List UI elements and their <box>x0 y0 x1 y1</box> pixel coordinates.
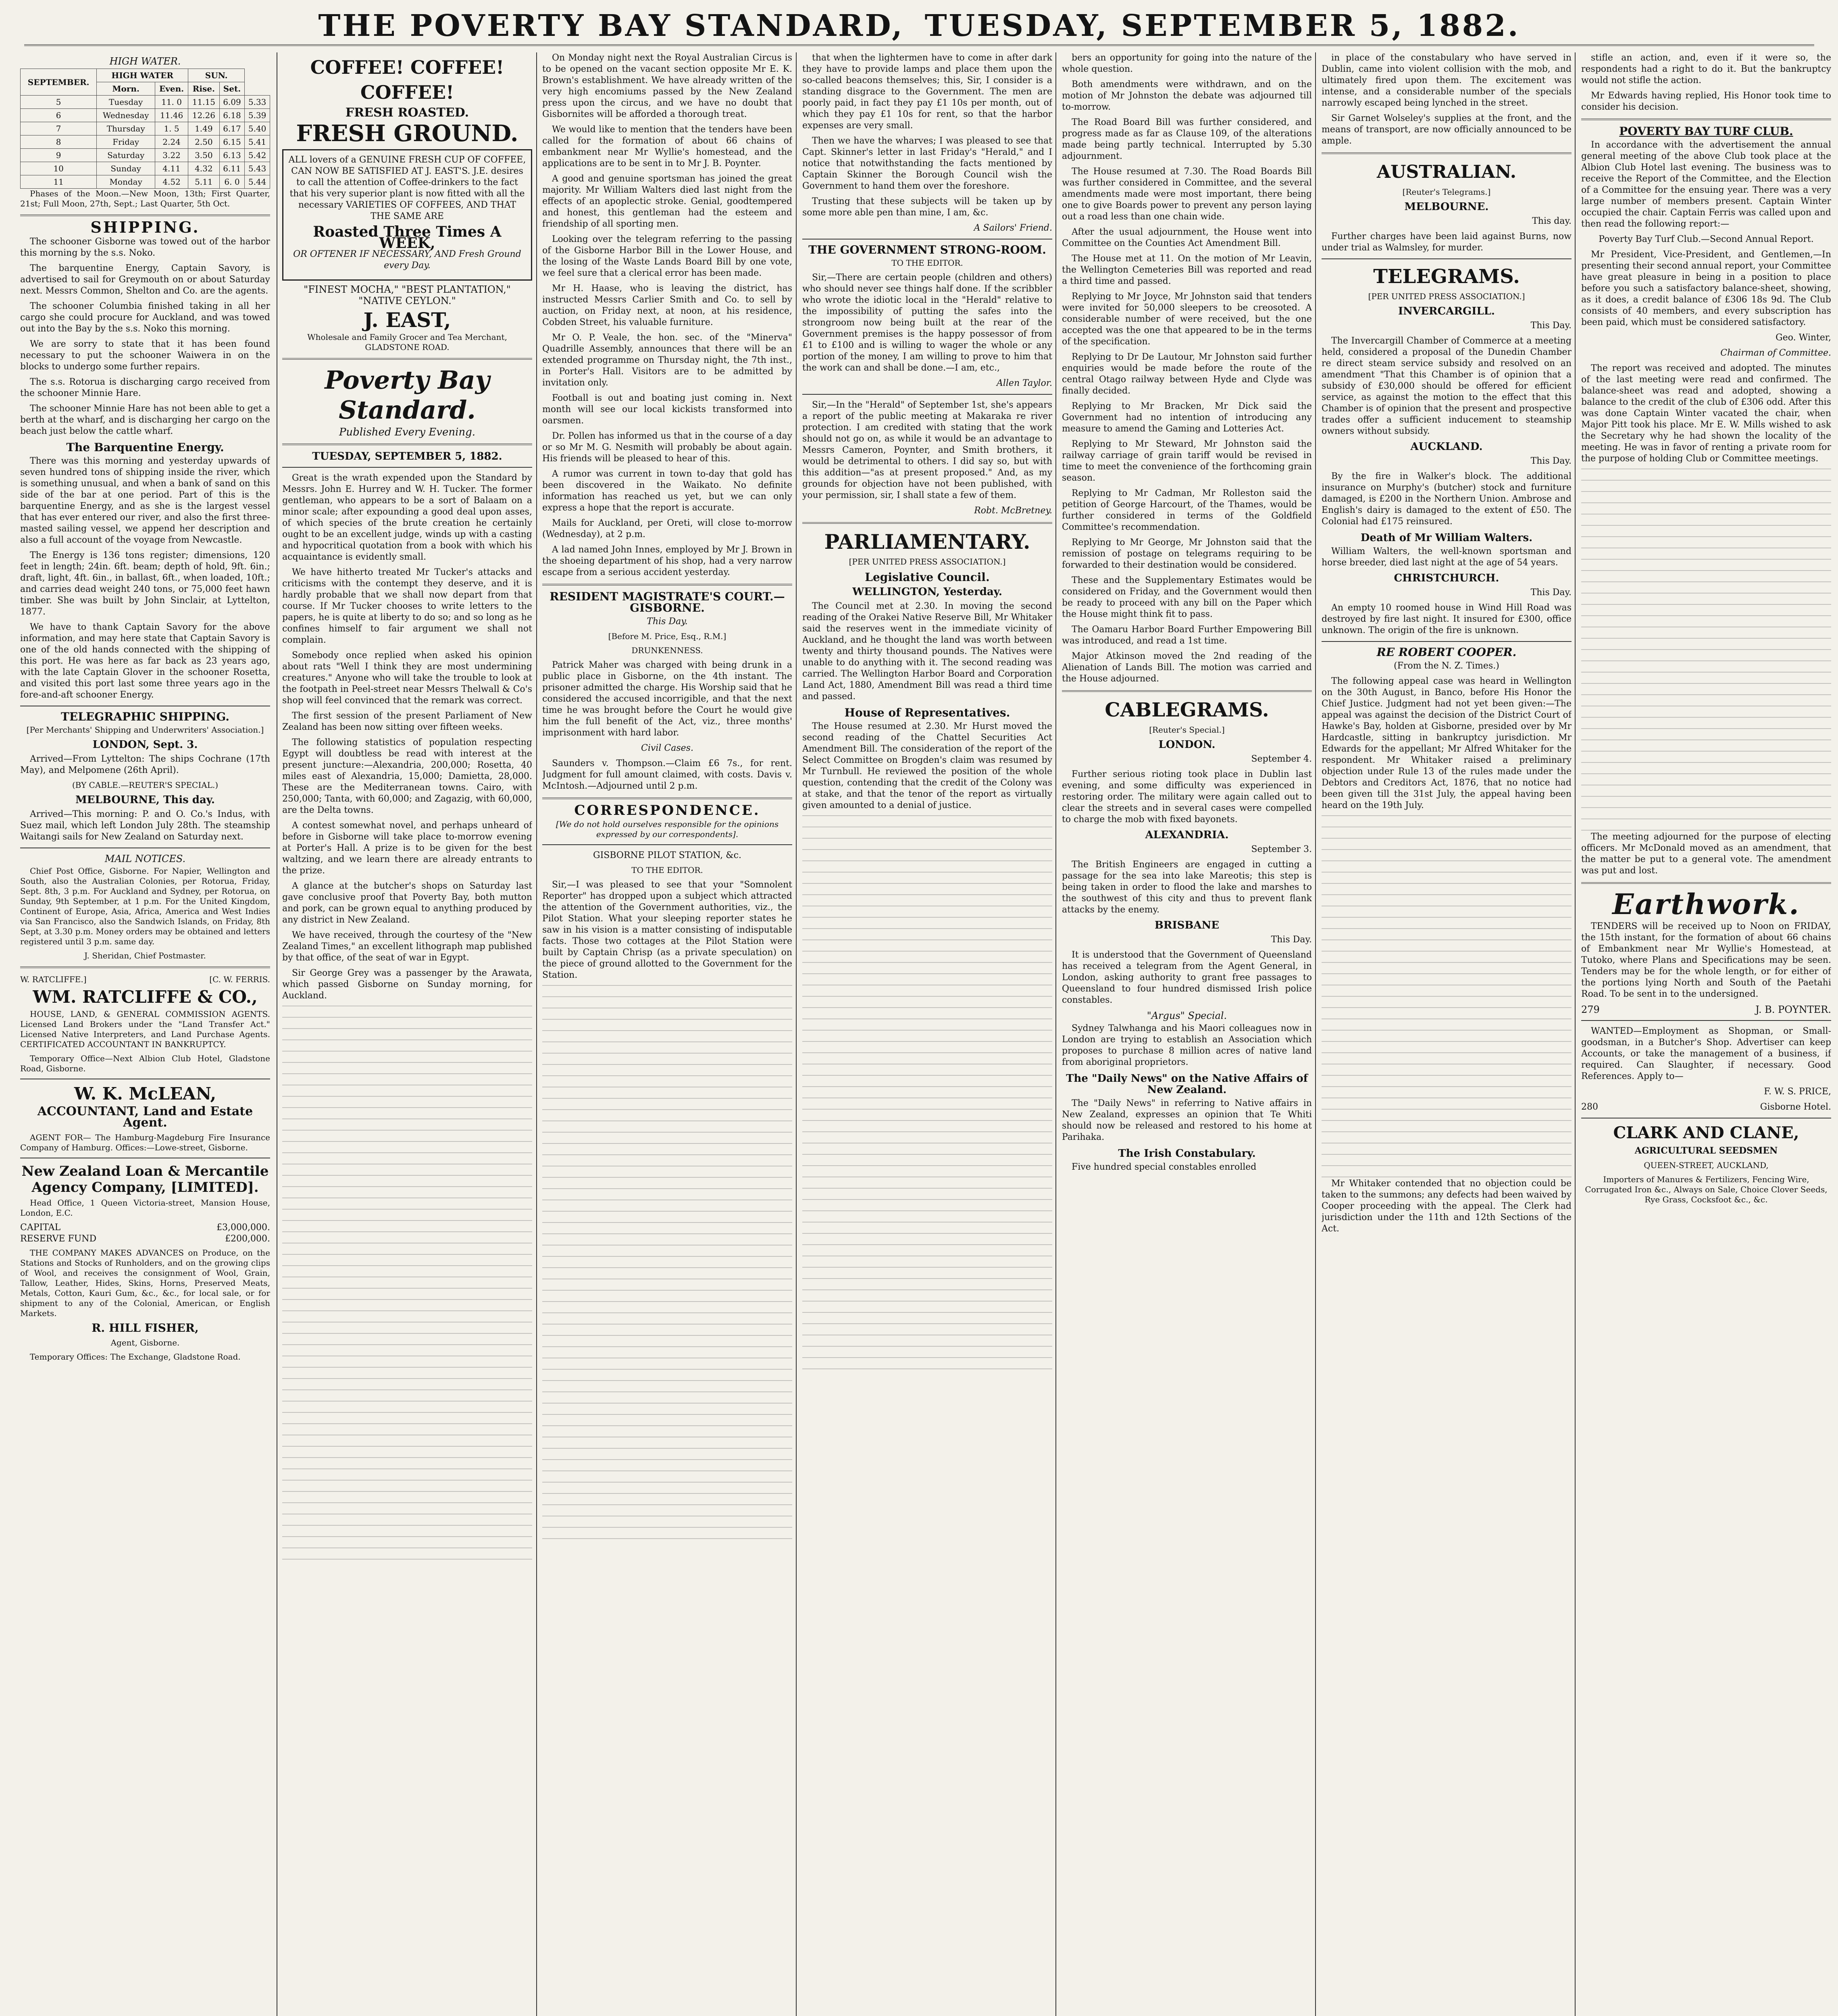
divider <box>20 966 270 968</box>
telegraphic-title: TELEGRAPHIC SHIPPING. <box>61 710 229 723</box>
irish-title: The Irish Constabulary. <box>1118 1148 1256 1160</box>
tide-cell: 2.24 <box>155 135 188 149</box>
daily-news-text: The "Daily News" in referring to Native affairs in New Zealand, expresses an opinion that Te Whiti should now be released and restored to his home at Parihaka. <box>1062 1098 1312 1142</box>
date: This Day. <box>1530 587 1572 598</box>
tide-row <box>21 149 270 162</box>
mclean-sub: ACCOUNTANT, Land and Estate Agent. <box>37 1104 253 1130</box>
column-rule <box>1315 52 1316 2016</box>
paragraph: We have hitherto treated Mr Tucker's attacks and criticisms with the contempt they deserve, and it is hardly probable that we shall now depart from that course. If Mr Tucker chooses to write letters to the papers, he is quite at liberty to do so; and so long as he confines himself to fair argument we shall not complain. <box>282 567 532 645</box>
australian-sub: [Reuter's Telegrams.] <box>1402 187 1491 197</box>
ratcliffe-office: Temporary Office—Next Albion Club Hotel, Gladstone Road, Gisborne. <box>20 1054 270 1073</box>
divider <box>1581 882 1831 884</box>
nzloan-text: THE COMPANY MAKES ADVANCES on Produce, on the Stations and Stocks of Runholders, and on the growing clips of Wool, and receives the consignment of Wool, Grain, Tallow, Leather, Hides, Skins, Horns, Preserved Meats, Metals, Cotton, Kauri Gum, &c., &c., for local sale, or for shipment to any of the Colonial, American, or English Markets. <box>20 1248 270 1318</box>
wanted-place: Gisborne Hotel. <box>1760 1102 1831 1112</box>
strongroom-title: THE GOVERNMENT STRONG-ROOM. <box>808 243 1046 256</box>
column-rule <box>796 52 797 2016</box>
divider <box>802 394 1052 395</box>
tide-header: Rise. <box>188 82 220 96</box>
paragraph: The Energy is 136 tons register; dimensions, 120 feet in length; 24in. 6ft. beam; depth of hold, 9ft. 6in.; draft, light, 4ft. 6in., in ballast, 6ft., when loaded, 10ft.; and carries dead weight 240 tons, or 75,000 feet hawn timber. She was built by John Sinclair, at Lyttelton, 1877. <box>20 550 270 617</box>
divider <box>1581 119 1831 120</box>
house-text: The House resumed at 2.30. Mr Hurst moved the second reading of the Chattel Securities Act Amendment Bill. The consideration of the report of the Select Committee on Brogden's claim was resumed by Mr Turnbull. He reviewed the position of the whole question, contending that the credit of the Colony was at stake, and that the tenor of the report as virtually given amounted to a denial of justice. <box>802 721 1052 810</box>
tide-table <box>20 69 270 189</box>
issue-date: TUESDAY, SEPTEMBER 5, 1882. <box>924 8 1520 43</box>
paragraph: Replying to Dr De Lautour, Mr Johnston said further enquiries would be made before the route of the central Otago railway between Hyde and Clyde was finally decided. <box>1062 352 1312 396</box>
tide-cell: 5.39 <box>245 109 270 122</box>
melbourne-text: Further charges have been laid against Burns, now under trial as Walmsley, for murder. <box>1322 231 1572 253</box>
walters-title: Death of Mr William Walters. <box>1360 532 1533 544</box>
reserve-value: £200,000. <box>225 1234 270 1244</box>
fisher-role: Agent, Gisborne. <box>110 1338 180 1347</box>
cablegrams-title: CABLEGRAMS. <box>1105 699 1269 721</box>
column-1 <box>20 52 270 2016</box>
dateline: LONDON, Sept. 3. <box>92 739 198 751</box>
tide-cell: 5.44 <box>245 175 270 189</box>
wanted-footer <box>1581 1102 1831 1113</box>
mail-title: MAIL NOTICES. <box>104 853 186 864</box>
paper-name: THE POVERTY BAY STANDARD, <box>318 8 904 43</box>
cooper-title: RE ROBERT COOPER. <box>1376 646 1517 659</box>
tide-group-header: SUN. <box>188 69 245 82</box>
paragraph: A good and genuine sportsman has joined the great majority. Mr William Walters died last night from the effects of an apoplectic stroke. Genial, goodtempered and honest, this gentleman had the esteem and friendship of all sporting men. <box>542 174 792 229</box>
coffee-brands: "FINEST MOCHA," "BEST PLANTATION," "NATIVE CEYLON." <box>304 284 511 306</box>
tide-cell: 5.33 <box>245 96 270 109</box>
clark-address: QUEEN-STREET, AUCKLAND, <box>1644 1160 1769 1170</box>
cooper-source: (From the N. Z. Times.) <box>1394 661 1499 671</box>
paragraph: The s.s. Rotorua is discharging cargo received from the schooner Minnie Hare. <box>20 377 270 398</box>
column-5 <box>1062 52 1312 2016</box>
paragraph: Replying to Mr Cadman, Mr Rolleston said the petition of George Harcourt, of the Thames, would be further considered in terms of the Goldfield Committee's recommendation. <box>1062 488 1312 532</box>
signature: Robt. McBretney. <box>974 506 1052 516</box>
strongroom-to: TO THE EDITOR. <box>891 258 963 268</box>
divider <box>802 239 1052 240</box>
earthwork-title: Earthwork. <box>1612 887 1800 921</box>
column-4 <box>802 52 1052 2016</box>
date: This Day. <box>1530 321 1572 331</box>
tide-group-header: HIGH WATER <box>97 69 188 82</box>
paragraph: We have to thank Captain Savory for the above information, and may here state that Captain Savory is one of the old hands connected with the shipping of this port. He was here as far back as 23 years ago, with the late Captain Glover in the schooner Rosetta, and visited this port last some three years ago in the fore-and-aft schooner Energy. <box>20 622 270 700</box>
paragraph: There was this morning and yesterday upwards of seven hundred tons of shipping inside the river, which is something unusual, and when a bank of sand on this side of the bar at one period. Part of this is the barquentine Energy, and as she is the largest vessel that has ever entered our river, and also the first three-masted sailing vessel, we append her description and also a full account of the voyage from Newcastle. <box>20 456 270 545</box>
date: This day. <box>1532 216 1572 226</box>
report-head: Poverty Bay Turf Club.—Second Annual Report. <box>1599 234 1814 244</box>
paper-title: Poverty Bay Standard. <box>325 365 490 425</box>
capital-row <box>20 1222 270 1233</box>
paragraph: The barquentine Energy, Captain Savory, is advertised to sail for Greymouth on or about Saturday next. Messrs Common, Shelton and Co. are the agents. <box>20 263 270 296</box>
reserve-row <box>20 1233 270 1245</box>
turf-club-text: In accordance with the advertisement the annual general meeting of the above Club took place at the Albion Club Hotel last evening. The business was to receive the Report of the Committee, and the Election of a Committee for the ensuing year. There was a very large number of members present. Captain Winter occupied the chair. Captain Ferris was called upon and then read the following report:— <box>1581 140 1831 229</box>
court-text: Patrick Maher was charged with being drunk in a public place in Gisborne, on the 4th instant. The prisoner admitted the charge. His Worship said that he considered the accused incorrigible, and that the next time he was brought before the Court he would give him the full benefit of the Act, viz., three months' imprisonment with hard labor. <box>542 660 792 738</box>
correspondence-note: [We do not hold ourselves responsible for the opinions expressed by our correspondents]. <box>556 819 779 839</box>
fresh-ground: FRESH GROUND. <box>296 120 518 147</box>
tide-cell: 11.46 <box>155 109 188 122</box>
coffee-heading: COFFEE! COFFEE! COFFEE! <box>310 56 504 103</box>
local-news <box>542 52 792 578</box>
divider <box>1581 1020 1831 1021</box>
signature: Allen Taylor. <box>996 378 1052 388</box>
paragraph: Replying to Mr Joyce, Mr Johnston said that tenders were invited for 50,000 sleepers to be creosoted. A considerable number of were received, but the one accepted was the one that appeared to be in the terms of the specification. <box>1062 292 1312 347</box>
london-text: Further serious rioting took place in Dublin last evening, and some difficulty was experienced in restoring order. The military were again called out to clear the streets and in several cases were compelled to charge the mob with fixed bayonets. <box>1062 769 1312 825</box>
tide-row <box>21 96 270 109</box>
clark-text: Importers of Manures & Fertilizers, Fencing Wire, Corrugated Iron &c., Always on Sale, Choice Clover Seeds, Rye Grass, Cocksfoot &c., &c. <box>1585 1175 1828 1204</box>
shipping-news <box>20 236 270 437</box>
tide-cell: Saturday <box>97 149 155 162</box>
paragraph: that when the lightermen have to come in after dark they have to provide lamps and place them upon the so-called beacons themselves; this, Sir, I consider is a standing disgrace to the Government. The men are poorly paid, in fact they pay £1 10s per month, out of which they pay £1 10s for rent, so that the harbor expenses are very small. <box>802 53 1052 131</box>
paragraph: Somebody once replied when asked his opinion about rats "Well I think they are most undermining creatures." Anyone who will take the trouble to look at the footpath in Peel-street near Messrs Thelwall & Co's shop will feel convinced that the remark was correct. <box>282 650 532 706</box>
mail-text: Chief Post Office, Gisborne. For Napier, Wellington and South, also the Australian Colonies, per Rotorua, Friday, Sept. 8th, 3 p.m. For Auckland and Sydney, per Rotorua, on Sunday, 9th September, at 1 p.m. For the United Kingdom, Continent of Europe, Asia, Africa, America and West Indies via San Francisco, also the Sandwich Islands, on Friday, 8th Sept, at 3.30 p.m. Money orders may be obtained and letters registered until 3 p.m. same day. <box>20 866 270 946</box>
tide-cell: Sunday <box>97 162 155 175</box>
postmaster: J. Sheridan, Chief Postmaster. <box>84 951 206 960</box>
divider <box>542 798 792 799</box>
paragraph: The House met at 11. On the motion of Mr Leavin, the Wellington Cemeteries Bill was reported and read a third time and passed. <box>1062 254 1312 286</box>
report-signer-role: Chairman of Committee. <box>1720 348 1831 358</box>
nzloan-office: Head Office, 1 Queen Victoria-street, Mansion House, London, E.C. <box>20 1198 270 1218</box>
paragraph: We would like to mention that the tenders have been called for the formation of about 66 chains of embankment near Mr Wyllie's homestead, and the applications are to be sent in to Mr J. B. Poynter. <box>542 125 792 169</box>
editorial-date: TUESDAY, SEPTEMBER 5, 1882. <box>312 450 502 462</box>
dateline: WELLINGTON, Yesterday. <box>852 586 1002 598</box>
tide-cell: 6.13 <box>219 149 245 162</box>
tide-cell: 4.32 <box>188 162 220 175</box>
dateline: INVERCARGILL. <box>1398 305 1495 317</box>
column-continuation <box>1322 815 1572 1178</box>
mclean-title: W. K. McLEAN, <box>74 1084 216 1104</box>
turf-club-title: POVERTY BAY TURF CLUB. <box>1619 125 1793 138</box>
divider <box>802 522 1052 524</box>
column-continuation <box>282 1006 532 1570</box>
tide-cell: Monday <box>97 175 155 189</box>
column-rule <box>536 52 537 2016</box>
column-continuation <box>802 815 1052 1380</box>
auckland-text: By the fire in Walker's block. The additional insurance on Murphy's (butcher) stock and furniture damaged, is £200 in the Northern Union. Ambrose and English's dairy is damaged to the extent of £50. The Colonial had £175 reinsured. <box>1322 471 1572 527</box>
tide-cell: 11. 0 <box>155 96 188 109</box>
tide-cell: 9 <box>21 149 97 162</box>
tide-cell: Wednesday <box>97 109 155 122</box>
report-signer: Geo. Winter, <box>1776 333 1831 343</box>
ratcliffe-names <box>20 974 270 985</box>
paragraph: in place of the constabulary who have served in Dublin, came into violent collision with the mob, and ultimately fired upon them. The excitement was intense, and a considerable number of the specials narrowly escaped being lynched in the street. <box>1322 53 1572 108</box>
court-title: RESIDENT MAGISTRATE'S COURT.—GISBORNE. <box>550 590 785 614</box>
correspondence-title: CORRESPONDENCE. <box>574 802 760 818</box>
telegrams-sub: [PER UNITED PRESS ASSOCIATION.] <box>1368 292 1525 301</box>
paragraph: Mr O. P. Veale, the hon. sec. of the "Minerva" Quadrille Assembly, announces that there will be an extended programme on Thursday night, the 7th inst., in Porter's Hall. Visitors are to be admitted by invitation only. <box>542 333 792 388</box>
column-6 <box>1322 52 1572 2016</box>
paragraph: A lad named John Innes, employed by Mr J. Brown in the shoeing department of his shop, had a very narrow escape from a serious accident yesterday. <box>542 545 792 577</box>
legislative-text: The Council met at 2.30. In moving the second reading of the Orakei Native Reserve Bill, Mr Whitaker said the reserves went in the immediate vicinity of Auckland, and he thought the land was worth between twenty and thirty thousand pounds. The Natives were unable to do anything with it. The second reading was carried. The Wellington Harbor Board and Corporation Land Act, 1880, Amendment Bill was read a third time and passed. <box>802 601 1052 702</box>
correspondence-head: GISBORNE PILOT STATION, &c. <box>593 850 741 860</box>
column-3 <box>542 52 792 2016</box>
east-name: J. EAST, <box>363 308 451 332</box>
tide-cell: 4.11 <box>155 162 188 175</box>
column-rule <box>1055 52 1056 2016</box>
tide-row <box>21 109 270 122</box>
tide-cell: 3.50 <box>188 149 220 162</box>
masthead <box>24 7 1814 46</box>
paragraph: Great is the wrath expended upon the Standard by Messrs. John E. Hurrey and W. H. Tucker. The former gentleman, who appears to be a sort of Balaam on a minor scale; after expounding a good deal upon asses, of which species of the brute creation he certainly ought to be an excellent judge, winds up with a casting and hypocritical quotation from a book with which his acquaintance is evidently small. <box>282 473 532 562</box>
coffee-text: ALL lovers of a GENUINE FRESH CUP OF COFFEE, CAN NOW BE SATISFIED AT J. EAST'S. J.E. desires to call the attention of Coffee-drinkers to the fact that his very superior plant is now fitted with all the necessary VARIETIES OF COFFEES, AND THAT THE SAME ARE <box>288 155 526 221</box>
fisher-office: Temporary Offices: The Exchange, Gladstone Road. <box>30 1352 241 1362</box>
date: September 4. <box>1251 754 1312 764</box>
editorial-article <box>282 473 532 1002</box>
tide-cell: 6. 0 <box>219 175 245 189</box>
ratcliffe-title: WM. RATCLIFFE & CO., <box>33 987 258 1007</box>
letter-continued <box>802 52 1052 219</box>
tide-cell: Friday <box>97 135 155 149</box>
paragraph: The following statistics of population respecting Egypt will doubtless be read with interest at the present juncture:—Alexandria, 200,000; Rosetta, 40 miles east of Alexandria, 15,000; Damietta, 28,000. These are the Mediterranean towns. Cairo, with 250,000; Tanta, with 60,000; and Zagazig, with 60,000, are the Delta towns. <box>282 737 532 815</box>
paragraph: After the usual adjournment, the House went into Committee on the Counties Act Amendment Bill. <box>1062 227 1312 248</box>
paragraph: Then we have the wharves; I was pleased to see that Capt. Skinner's letter in last Friday's "Herald," and I notice that notwithstanding the facts mentioned by Captain Skinner the Borough Council wish the Government to hand them over the foreshore. <box>802 136 1052 191</box>
tide-row <box>21 162 270 175</box>
alexandria-text: The British Engineers are engaged in cutting a passage for the sea into lake Mareotis; this step is being taken in order to flood the lake and marshes to the southwest of this city and thus to prevent flank attacks by the enemy. <box>1062 860 1312 915</box>
paragraph: The schooner Minnie Hare has not been able to get a berth at the wharf, and is discharging her cargo on the beach just below the cattle wharf. <box>20 404 270 436</box>
east-sub: Wholesale and Family Grocer and Tea Merchant, GLADSTONE ROAD. <box>307 332 507 352</box>
tide-cell: 10 <box>21 162 97 175</box>
column-rule <box>1575 52 1576 2016</box>
meeting-text-2: The meeting adjourned for the purpose of electing officers. Mr McDonald moved as an amendment, that the matter be put to a general vote. The amendment was put and lost. <box>1581 832 1831 876</box>
date: This Day. <box>1271 935 1312 945</box>
wanted-text: WANTED—Employment as Shopman, or Small-goodsman, in a Butcher's Shop. Advertiser can keep Accounts, or take the management of a business, if required. Can Slaughter, if necessary. Good References. Apply to— <box>1581 1026 1831 1081</box>
parliamentary-title: PARLIAMENTARY. <box>824 530 1030 554</box>
roasted-sub: OR OFTENER IF NECESSARY, AND Fresh Ground every Day. <box>293 249 521 271</box>
tide-cell: 6.11 <box>219 162 245 175</box>
christchurch-text: An empty 10 roomed house in Wind Hill Road was destroyed by fire last night. It insured for £300, office unknown. The origin of the fire is unknown. <box>1322 603 1572 635</box>
ad-number: 280 <box>1581 1102 1598 1112</box>
tide-cell: 5 <box>21 96 97 109</box>
tide-cell: 6.09 <box>219 96 245 109</box>
cooper-text: The following appeal case was heard in Wellington on the 30th August, in Banco, before His Honor the Chief Justice. Judgment had not yet been given:—The appeal was against the decision of the District Court of Hawke's Bay, holden at Gisborne, presided over by Mr Hardcastle, sitting in bankruptcy jurisdiction. Mr Edwards for the appellant; Mr Alfred Whitaker for the respondent. Mr Whitaker raised a preliminary objection under Rule 13 of the rules made under the Debtors and Creditors Act, 1876, that no notice had been given till the 31st July, the appeal having been heard on the 19th July. <box>1322 676 1572 810</box>
dateline: CHRISTCHURCH. <box>1394 572 1499 584</box>
australian-title: AUSTRALIAN. <box>1376 162 1517 182</box>
cooper-continued <box>1581 52 1831 113</box>
cablegrams-continued <box>1322 52 1572 147</box>
cablegrams-sub: [Reuter's Special.] <box>1149 725 1225 735</box>
paragraph: The first session of the present Parliament of New Zealand has been now sitting over fifteen weeks. <box>282 711 532 732</box>
column-continuation <box>542 985 792 1549</box>
tide-cell: 5.41 <box>245 135 270 149</box>
tide-cell: 5.42 <box>245 149 270 162</box>
paragraph: The schooner Columbia finished taking in all her cargo she could procure for Auckland, and was towed out into the Bay by the s.s. Noko this morning. <box>20 301 270 334</box>
tide-header: Morn. <box>97 82 155 96</box>
tide-row <box>21 122 270 135</box>
cooper-text-2: Mr Whitaker contended that no objection could be taken to the summons; any defects had been waived by Cooper proceeding with the appeal. The Clerk had jurisdiction under the 11th and 12th Sections of the Act. <box>1322 1179 1572 1234</box>
telegraphic-source: [Per Merchants' Shipping and Underwriters' Association.] <box>26 725 264 735</box>
tide-title: HIGH WATER. <box>109 56 181 67</box>
paragraph: bers an opportunity for going into the nature of the whole question. <box>1062 53 1312 74</box>
brisbane-text: It is understood that the Government of Queensland has received a telegram from the Agent General, in London, asking authority to grant free passages to Queensland to four hundred dismissed Irish police constables. <box>1062 950 1312 1005</box>
dateline: BRISBANE <box>1154 919 1220 931</box>
tide-cell: 6.18 <box>219 109 245 122</box>
melbourne-text: Arrived—This morning: P. and O. Co.'s Indus, with Suez mail, which left London July 28th. The steamship Waitangi sails for New Zealand on Saturday next. <box>20 809 270 842</box>
ratcliffe-left: W. RATCLIFFE.] <box>20 975 87 984</box>
house-title: House of Representatives. <box>844 706 1010 719</box>
paragraph: A contest somewhat novel, and perhaps unheard of before in Gisborne will take place to-morrow evening at Porter's Hall. A prize is to be given for the best waltzing, and we learn there are already entrants to the prize. <box>282 821 532 876</box>
shipping-title: SHIPPING. <box>90 218 200 236</box>
argus-text: Sydney Talwhanga and his Maori colleagues now in London are trying to establish an Association which proposes to purchase 8 million acres of native land from aboriginal proprietors. <box>1062 1023 1312 1067</box>
ratcliffe-right: [C. W. FERRIS. <box>209 975 270 984</box>
nzloan-title: New Zealand Loan & Mercantile Agency Company, [LIMITED]. <box>21 1163 269 1195</box>
divider <box>282 467 532 468</box>
walters-text: William Walters, the well-known sportsman and horse breeder, died last night at the age of 54 years. <box>1322 546 1572 568</box>
dateline: AUCKLAND. <box>1410 441 1483 453</box>
earthwork-text: TENDERS will be received up to Noon on FRIDAY, the 15th instant, for the formation of about 66 chains of Embankment near Mr Wyllie's Homestead, at Tutoko, where Plans and Specifications may be seen. Tenders may be for the whole length, or for either of the portions lying North and South of the Paetahi Road. To be sent in to the undersigned. <box>1581 921 1831 999</box>
earthwork-footer <box>1581 1004 1831 1015</box>
dateline: ALEXANDRIA. <box>1145 829 1229 841</box>
mclean-text: AGENT FOR— The Hamburg-Magdeburg Fire Insurance Company of Hamburg. Offices:—Lowe-street, Gisborne. <box>20 1133 270 1152</box>
column-2 <box>282 52 532 2016</box>
clark-title: CLARK AND CLANE, <box>1613 1123 1799 1142</box>
tide-cell: 3.22 <box>155 149 188 162</box>
tide-cell: 5.43 <box>245 162 270 175</box>
wanted-sign: F. W. S. PRICE, <box>1764 1087 1831 1097</box>
correspondence-to: TO THE EDITOR. <box>631 865 703 875</box>
divider <box>1062 690 1312 692</box>
tide-cell: 6.15 <box>219 135 245 149</box>
energy-article <box>20 456 270 701</box>
argus-title: "Argus" Special. <box>1147 1010 1227 1021</box>
paragraph: Replying to Mr George, Mr Johnston said that the remission of postage on telegrams requiring to be forwarded to their destination would be considered. <box>1062 537 1312 570</box>
tide-cell: 4.52 <box>155 175 188 189</box>
court-day: This Day. <box>647 616 688 627</box>
tide-cell: 11 <box>21 175 97 189</box>
paragraph: Looking over the telegram referring to the passing of the Gisborne Harbor Bill in the Lower House, and the losing of the Waste Lands Board Bill by one vote, we feel sure that a clerical error has been made. <box>542 234 792 278</box>
tide-cell: 6.17 <box>219 122 245 135</box>
paragraph: Both amendments were withdrawn, and on the motion of Mr Johnston the debate was adjourned till to-morrow. <box>1062 79 1312 112</box>
parliamentary-sub: [PER UNITED PRESS ASSOCIATION.] <box>849 557 1006 566</box>
paragraph: Football is out and boating just coming in. Next month will see our local kickists transformed into oarsmen. <box>542 393 792 426</box>
date: September 3. <box>1251 844 1312 854</box>
strongroom-text: Sir,—There are certain people (children and others) who should never see things half done. If the scribbler who wrote the idiotic local in the "Herald" relative to the impossibility of putting the safes into the strongroom now being built at the rear of the Government premises is the happy possessor of from £1 to £100 and is willing to wager the whole or any portion of the money, I am willing to prove to him that the work can and shall be done.—I am, etc., <box>802 273 1052 373</box>
date: This Day. <box>1530 456 1572 466</box>
tide-cell: 5.11 <box>188 175 220 189</box>
earthwork-sign: J. B. POYNTER. <box>1755 1004 1831 1015</box>
paragraph: A glance at the butcher's shops on Saturday last gave conclusive proof that Poverty Bay, both mutton and pork, can be grown equal to anything produced by any district in New Zealand. <box>282 881 532 925</box>
cable-head: (BY CABLE.—REUTER'S SPECIAL.) <box>72 780 219 790</box>
paragraph: We have received, through the courtesy of the "New Zealand Times," an excellent lithograph map published by that office, of the seat of war in Egypt. <box>282 930 532 963</box>
paragraph: Mr Edwards having replied, His Honor took time to consider his decision. <box>1581 91 1831 112</box>
coffee-ad-box <box>282 149 532 281</box>
dateline: MELBOURNE. <box>1404 201 1489 213</box>
paragraph: The Road Board Bill was further considered, and progress made as far as Clause 109, of the alterations made being partly technical. Interrupted by 5.30 adjournment. <box>1062 117 1312 161</box>
ad-number: 279 <box>1581 1004 1600 1015</box>
signature: A Sailors' Friend. <box>974 223 1052 233</box>
tide-cell: 5.40 <box>245 122 270 135</box>
daily-news-title: The "Daily News" on the Native Affairs of New Zealand. <box>1066 1073 1308 1096</box>
tide-row <box>21 135 270 149</box>
fisher-name: R. HILL FISHER, <box>92 1321 199 1335</box>
fresh-roasted: FRESH ROASTED. <box>345 106 469 120</box>
paragraph: Mails for Auckland, per Oreti, will close to-morrow (Wednesday), at 2 p.m. <box>542 518 792 539</box>
correspondence-text: Sir,—I was pleased to see that your "Somnolent Reporter" has dropped upon a subject which attracted the attention of the Government authorities, viz., the Pilot Station. What your sleeping reporter states he saw in his vision is a matter consisting of indisputable facts. Those two cottages at the Pilot Station were built by Captain Chrisp (as a private speculation) on the piece of ground allotted to the Government for the Station. <box>542 880 792 980</box>
civil-cases: Civil Cases. <box>641 743 693 753</box>
legislative-title: Legislative Council. <box>865 571 990 584</box>
court-drunkenness: DRUNKENNESS. <box>631 646 703 655</box>
reserve-label: RESERVE FUND <box>20 1234 97 1244</box>
court-before: [Before M. Price, Esq., R.M.] <box>608 631 726 641</box>
tide-cell: 6 <box>21 109 97 122</box>
meeting-text: The report was received and adopted. The minutes of the last meeting were read and confirmed. The balance-sheet was read and adopted, showing a balance to the credit of the club of £306 odd. After this was done Captain Winter vacated the chair, when Major Pitt took his place. Mr E. W. Mills wished to ask the Secretary why he had shown the locality of the meeting. He was in favor of renting a private room for the purpose of holding Club or Committee meetings. <box>1581 363 1831 464</box>
ratcliffe-text: HOUSE, LAND, & GENERAL COMMISSION AGENTS. Licensed Land Brokers under the "Land Transfer Act." Licensed Native Interpreters, and Land Purchase Agents. CERTIFICATED ACCOUNTANT IN BANKRUPTCY. <box>20 1009 270 1049</box>
tide-header: SEPTEMBER. <box>21 69 97 96</box>
tide-cell: 7 <box>21 122 97 135</box>
tide-cell: 11.15 <box>188 96 220 109</box>
divider <box>1322 258 1572 259</box>
report-text: Mr President, Vice-President, and Gentlemen,—In presenting their second annual report, your Committee have great pleasure in being in a position to place before you such a satisfactory balance-sheet, showing, as it does, a credit balance of £306 18s 9d. The Club consists of 40 members, and every subscription has been paid, which must be considered satisfactory. <box>1581 250 1831 327</box>
roasted-three-times: Roasted Three Times A WEEK, <box>313 223 502 252</box>
paragraph: On Monday night next the Royal Australian Circus is to be opened on the vacant section opposite Mr E. K. Brown's establishment. We have already written of the very high encomiums passed by the New Zealand press upon the circus, and we have no doubt that Gisbornites will be afforded a thorough treat. <box>542 53 792 119</box>
tide-cell: 12.26 <box>188 109 220 122</box>
divider <box>282 444 532 445</box>
tide-cell: 8 <box>21 135 97 149</box>
tide-row <box>21 175 270 189</box>
tide-cell: 2.50 <box>188 135 220 149</box>
tide-cell: 1. 5 <box>155 122 188 135</box>
capital-value: £3,000,000. <box>216 1223 270 1233</box>
paragraph: stifle an action, and, even if it were so, the respondents had a right to do it. But the bankruptcy would not stifle the action. <box>1581 53 1831 85</box>
irish-text: Five hundred special constables enrolled <box>1072 1162 1257 1172</box>
clark-sub: AGRICULTURAL SEEDSMEN <box>1634 1145 1778 1156</box>
civil-text: Saunders v. Thompson.—Claim £6 7s., for rent. Judgment for full amount claimed, with costs. Davis v. McIntosh.—Adjourned until 2 p.m. <box>542 758 792 791</box>
paragraph: Replying to Mr Steward, Mr Johnston said the railway carriage of grain tariff would be revised in time to meet the convenience of the forthcoming grain season. <box>1062 439 1312 483</box>
dateline: LONDON. <box>1158 739 1216 751</box>
paragraph: Replying to Mr Bracken, Mr Dick said the Government had no intention of introducing any measure to amend the Gaming and Lotteries Act. <box>1062 401 1312 434</box>
paragraph: Sir George Grey was a passenger by the Arawata, which passed Gisborne on Sunday morning, for Auckland. <box>282 968 532 1001</box>
herald-letter: Sir,—In the "Herald" of September 1st, she's appears a report of the public meeting at Makaraka re river protection. I am credited with stating that the work should not go on, as while it would be an advantage to Messrs Cameron, Poynter, and Smith brothers, it would be detrimental to others. I did say so, but with this addition—"as at present proposed." And, as my grounds for objection have not been published, with your permission, sir, I shall state a few of them. <box>802 400 1052 500</box>
telegrams-title: TELEGRAMS. <box>1373 265 1520 288</box>
paragraph: Major Atkinson moved the 2nd reading of the Alienation of Lands Bill. The motion was carried and the House adjourned. <box>1062 651 1312 684</box>
paragraph: We are sorry to state that it has been found necessary to put the schooner Waiwera in on the blocks to undergo some further repairs. <box>20 339 270 372</box>
divider <box>282 358 532 360</box>
divider <box>542 844 792 845</box>
tide-header: Set. <box>219 82 245 96</box>
paragraph: Sir Garnet Wolseley's supplies at the front, and the means of transport, are now officially announced to be ample. <box>1322 113 1572 146</box>
dateline: MELBOURNE, This day. <box>75 794 215 806</box>
paragraph: A rumor was current in town to-day that gold has been discovered in the Waikato. No definite information has reached us yet, but we can only express a hope that the report is accurate. <box>542 469 792 513</box>
column-continuation <box>1581 469 1831 831</box>
paragraph: The Oamaru Harbor Board Further Empowering Bill was introduced, and read a 1st time. <box>1062 625 1312 646</box>
paragraph: Mr H. Haase, who is leaving the district, has instructed Messrs Carlier Smith and Co. to sell by auction, on Friday next, at noon, at his residence, Cobden Street, his valuable furniture. <box>542 283 792 327</box>
column-7 <box>1581 52 1831 2016</box>
moon-phases: Phases of the Moon.—New Moon, 13th; First Quarter, 21st; Full Moon, 27th, Sept.; Last Quarter, 5th Oct. <box>20 189 270 208</box>
divider <box>1322 641 1572 642</box>
capital-label: CAPITAL <box>20 1223 61 1233</box>
paragraph: Dr. Pollen has informed us that in the course of a day or so Mr M. G. Nesmith will probably be about again. His friends will be pleased to hear of this. <box>542 431 792 464</box>
divider <box>1322 152 1572 154</box>
paragraph: The schooner Gisborne was towed out of the harbor this morning by the s.s. Noko. <box>20 237 270 258</box>
tide-cell: 1.49 <box>188 122 220 135</box>
paragraph: The House resumed at 7.30. The Road Boards Bill was further considered in Committee, and the several amendments made were most important, there being one to give Boards power to prevent any person laying out a road less than one chain wide. <box>1062 167 1312 222</box>
tide-cell: Tuesday <box>97 96 155 109</box>
divider <box>542 584 792 585</box>
parliament-continued <box>1062 52 1312 685</box>
paragraph: These and the Supplementary Estimates would be considered on Friday, and the Government would then be ready to proceed with any bill on the Paper which the House might think fit to pass. <box>1062 575 1312 619</box>
invercargill-text: The Invercargill Chamber of Commerce at a meeting held, considered a proposal of the Dunedin Chamber re direct steam service subsidy and resolved on an amendment "That this Chamber is of opinion that a subsidy of £30,000 should be offered for efficient service, as against the motion to the effect that this Chamber is of opinion that the present and prospective trades offer a sufficient inducement to steamship owners without subsidy. <box>1322 336 1572 436</box>
paragraph: Trusting that these subjects will be taken up by some more able pen than mine, I am, &c. <box>802 196 1052 218</box>
telegraphic-text: Arrived—From Lyttelton: The ships Cochrane (17th May), and Melpomene (26th April). <box>20 754 270 775</box>
energy-title: The Barquentine Energy. <box>66 441 224 454</box>
tide-header: Even. <box>155 82 188 96</box>
divider <box>20 215 270 216</box>
tide-cell: Thursday <box>97 122 155 135</box>
published-note: Published Every Evening. <box>339 426 476 438</box>
